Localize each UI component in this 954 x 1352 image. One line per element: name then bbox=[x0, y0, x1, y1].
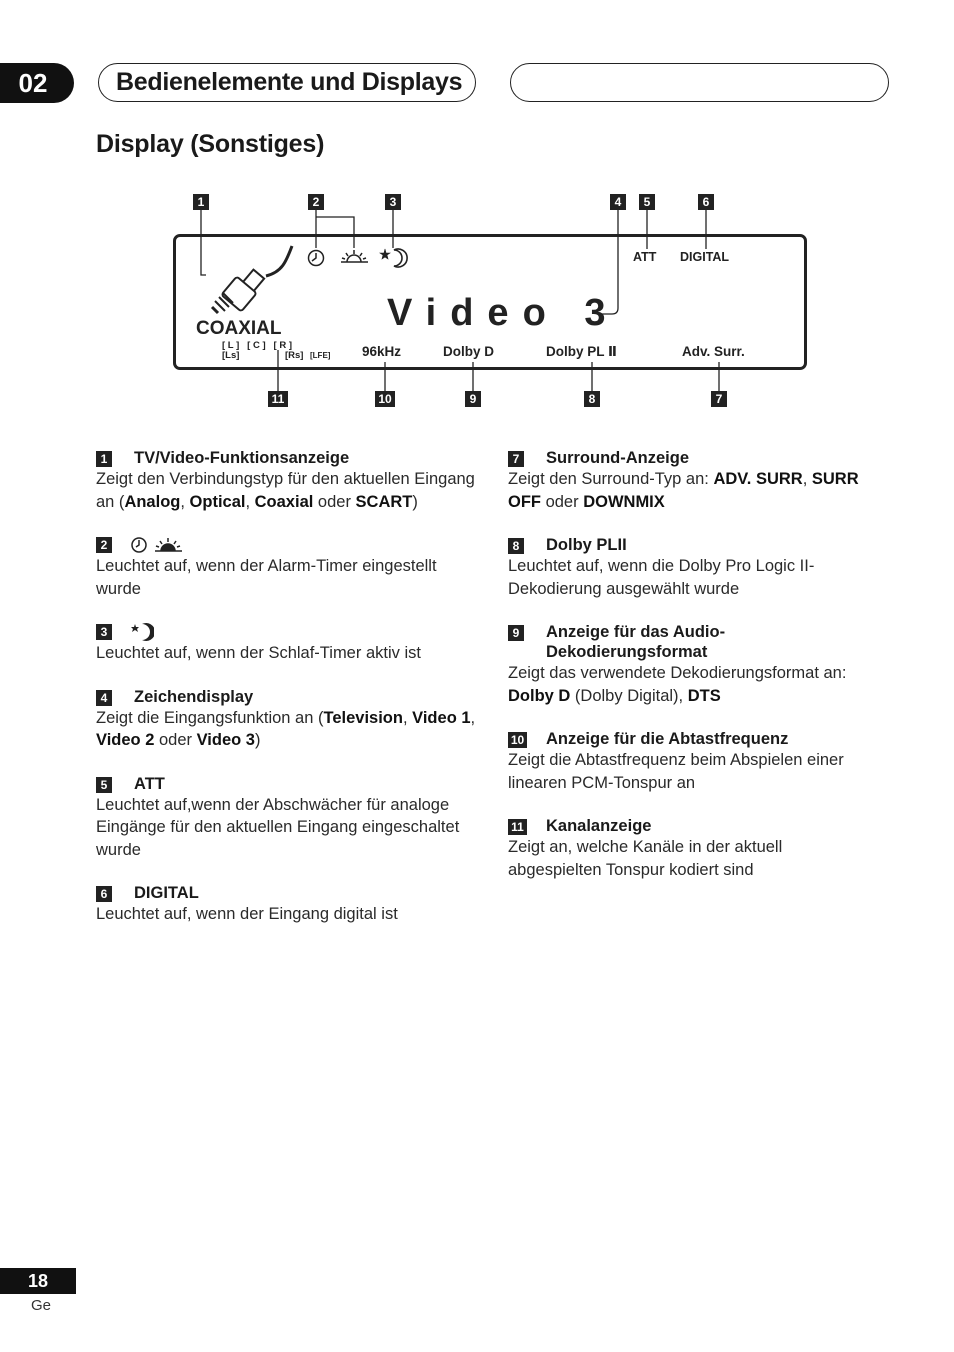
item-number: 6 bbox=[96, 886, 112, 902]
character-display: Video 3 bbox=[387, 292, 620, 334]
dolby-pl2-indicator: Dolby PL Ⅱ bbox=[546, 344, 617, 359]
item-text: Zeigt den Verbindungstyp für den aktuellen Eingang an (Analog, Optical, Coaxial oder SCART) bbox=[96, 470, 475, 511]
item-title: Dolby PLII bbox=[546, 536, 627, 554]
item-number: 3 bbox=[96, 624, 112, 640]
channel-indicator-rs: [Rs] bbox=[285, 350, 304, 361]
item-number: 7 bbox=[508, 451, 524, 467]
item-number: 11 bbox=[508, 819, 527, 835]
clock-sunrise-icon bbox=[130, 535, 190, 555]
callout-7: 7 bbox=[711, 391, 727, 407]
description-item-2 bbox=[96, 535, 476, 600]
item-number: 2 bbox=[96, 537, 112, 553]
clock-icon bbox=[309, 251, 324, 266]
item-number: 10 bbox=[508, 732, 527, 748]
description-item-7 bbox=[508, 448, 880, 513]
description-item-8 bbox=[508, 535, 880, 600]
callout-11: 11 bbox=[268, 391, 288, 407]
callout-2: 2 bbox=[308, 194, 324, 210]
item-title: DIGITAL bbox=[134, 884, 199, 902]
chapter-number: 02 bbox=[0, 63, 74, 103]
item-title: TV/Video-Funktionsanzeige bbox=[134, 449, 350, 467]
item-text: Leuchtet auf, wenn die Dolby Pro Logic II-Dekodierung ausgewählt wurde bbox=[508, 557, 815, 598]
item-title: Anzeige für die Abtastfrequenz bbox=[546, 730, 789, 748]
item-number: 1 bbox=[96, 451, 112, 467]
sampling-frequency-indicator: 96kHz bbox=[362, 344, 402, 359]
language-code: Ge bbox=[31, 1297, 52, 1314]
item-text: Leuchtet auf, wenn der Eingang digital ist bbox=[96, 905, 398, 923]
section-title: Display (Sonstiges) bbox=[96, 130, 325, 158]
item-text: Zeigt den Surround-Typ an: ADV. SURR, SURR OFF oder DOWNMIX bbox=[508, 470, 859, 511]
item-text: Zeigt die Abtastfrequenz beim Abspielen einer linearen PCM-Tonspur an bbox=[508, 751, 844, 792]
att-indicator: ATT bbox=[633, 250, 657, 264]
item-title: Kanalanzeige bbox=[546, 817, 652, 835]
diagram-lines bbox=[0, 0, 954, 430]
item-title: ATT bbox=[134, 774, 165, 793]
item-number: 9 bbox=[508, 625, 524, 641]
description-item-1 bbox=[96, 448, 476, 513]
coaxial-plug-icon bbox=[212, 246, 292, 313]
description-item-3 bbox=[96, 622, 476, 665]
callout-8: 8 bbox=[584, 391, 600, 407]
description-item-4 bbox=[96, 687, 476, 752]
description-item-11 bbox=[508, 816, 880, 881]
dolby-d-indicator: Dolby D bbox=[443, 344, 495, 359]
coaxial-label: COAXIAL bbox=[196, 318, 282, 339]
channel-indicator-lfe: [LFE] bbox=[310, 351, 331, 360]
item-number: 8 bbox=[508, 538, 524, 554]
description-item-9 bbox=[508, 622, 880, 707]
callout-9: 9 bbox=[465, 391, 481, 407]
description-item-5 bbox=[96, 774, 476, 862]
description-item-6 bbox=[96, 883, 476, 926]
digital-indicator: DIGITAL bbox=[680, 250, 730, 264]
item-text: Zeigt an, welche Kanäle in der aktuell abgespielten Tonspur kodiert sind bbox=[508, 838, 783, 879]
item-text: Zeigt das verwendete Dekodierungsformat an: Dolby D (Dolby Digital), DTS bbox=[508, 664, 847, 705]
item-number: 4 bbox=[96, 690, 112, 706]
sunrise-icon bbox=[341, 250, 368, 262]
item-title: Anzeige für das Audio-Dekodierungsformat bbox=[546, 623, 726, 661]
callout-5: 5 bbox=[639, 194, 655, 210]
sleep-moon-icon bbox=[130, 622, 154, 642]
item-title: Surround-Anzeige bbox=[546, 449, 689, 467]
channel-indicator-row1: [ L ] [ C ] [ R ] bbox=[222, 340, 293, 351]
callout-6: 6 bbox=[698, 194, 714, 210]
item-number: 5 bbox=[96, 777, 112, 793]
item-text: Leuchtet auf,wenn der Abschwächer für analoge Eingänge für den aktuellen Eingang eingeschaltet wurde bbox=[96, 795, 460, 859]
descriptions-right bbox=[508, 448, 880, 903]
page-number: 18 bbox=[0, 1268, 76, 1294]
callout-10: 10 bbox=[375, 391, 395, 407]
callout-4: 4 bbox=[610, 194, 626, 210]
callout-1: 1 bbox=[193, 194, 209, 210]
item-text: Leuchtet auf, wenn der Alarm-Timer eingestellt wurde bbox=[96, 557, 437, 598]
description-item-10 bbox=[508, 729, 880, 794]
sleep-moon-icon bbox=[380, 249, 407, 267]
channel-indicator-ls: [Ls] bbox=[222, 350, 240, 361]
adv-surr-indicator: Adv. Surr. bbox=[682, 344, 745, 359]
item-text: Leuchtet auf, wenn der Schlaf-Timer aktiv ist bbox=[96, 644, 421, 662]
item-text: Zeigt die Eingangsfunktion an (Television, Video 1, Video 2 oder Video 3) bbox=[96, 708, 476, 749]
chapter-title: Bedienelemente und Displays bbox=[98, 63, 476, 102]
descriptions-left bbox=[96, 448, 476, 948]
item-title: Zeichendisplay bbox=[134, 687, 254, 706]
callout-3: 3 bbox=[385, 194, 401, 210]
